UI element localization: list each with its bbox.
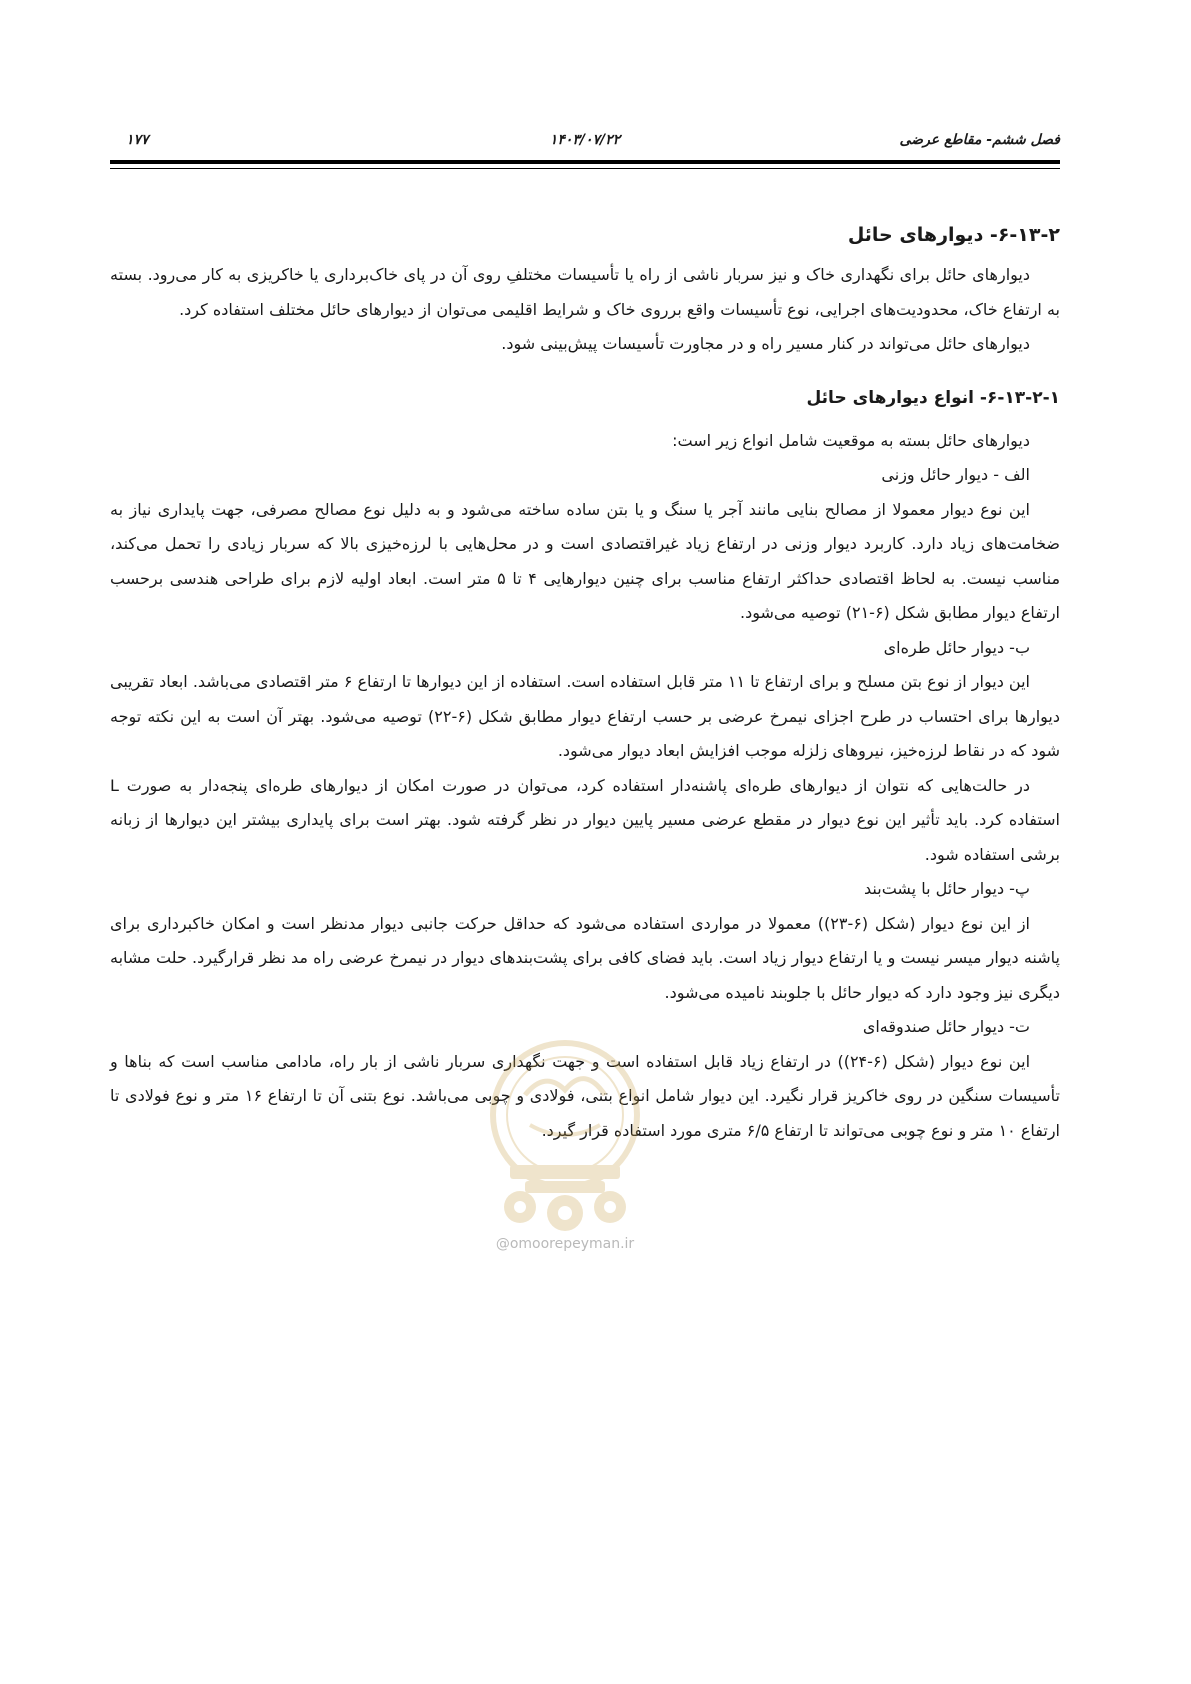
header-rule-thick bbox=[110, 160, 1060, 164]
item-label-cantilever-wall: ب- دیوار حائل طره‌ای bbox=[883, 637, 1030, 657]
item-paragraph-counterfort-wall: از این نوع دیوار (شکل (۶-۲۳)) معمولا در مواردی استفاده می‌شود که حداقل حرکت جانبی دیوار مدنظر است و امکان خاکبرداری برای پاشنه دیوار میسر نیست و یا ارتفاع دیوار زیاد است. باید فضای کافی برای پشت‌بندهای دیوار در نیمرخ عرضی راه مد نظر قرارگیرد. حلت مشابه دیگری نیز وجود دارد که دیوار حائل با جلوبند نامیده می‌شود. bbox=[110, 913, 1060, 1002]
page-header bbox=[110, 132, 1060, 152]
section-paragraph-1: دیوارهای حائل برای نگهداری خاک و نیز سربار ناشی از راه یا تأسیسات مختلفِ روی آن در پای خاک‌برداری یا خاکریزی به کار می‌رود. بسته به ارتفاع خاک، محدودیت‌های اجرایی، نوع تأسیسات واقع برروی خاک و شرایط اقلیمی می‌توان از دیوارهای حائل مختلف استفاده کرد. bbox=[110, 265, 1060, 319]
page-number: ۱۷۷ bbox=[126, 132, 149, 148]
subsection-intro: دیوارهای حائل بسته به موقعیت شامل انواع زیر است: bbox=[672, 430, 1030, 450]
item-paragraph-crib-wall: این نوع دیوار (شکل (۶-۲۴)) در ارتفاع زیاد قابل استفاده است و جهت نگهداری سربار ناشی از بار راه، مادامی مناسب است که بناها و تأسیسات سنگین در روی خاکریز قرار نگیرد. این دیوار شامل انواع بتنی، فولادی و چوبی می‌باشد. نوع بتنی آن تا ارتفاع ۱۶ متر و نوع فولادی تا ارتفاع ۱۰ متر و نوع چوبی می‌تواند تا ارتفاع ۶/۵ متری مورد استفاده قرار گیرد. bbox=[110, 1051, 1060, 1140]
item-paragraph-gravity-wall: این نوع دیوار معمولا از مصالح بنایی مانند آجر یا سنگ و یا بتن ساده ساخته می‌شود و به دلیل نوع مصالح مصرفی، جهت پایداری نیاز به ضخامت‌های زیاد دارد. کاربرد دیوار وزنی در ارتفاع زیاد غیراقتصادی است و در محل‌هایی با لرزه‌خیزی بالا که سربار زیادی را تحمل می‌کند، مناسب نیست. به لحاظ اقتصادی حداکثر ارتفاع مناسب برای چنین دیوارهایی ۴ تا ۵ متر است. ابعاد اولیه لازم برای طراحی هندسی برحسب ارتفاع دیوار مطابق شکل (۶-۲۱) توصیه می‌شود. bbox=[110, 499, 1061, 622]
header-rule-thin bbox=[110, 168, 1060, 169]
item-label-crib-wall: ت- دیوار حائل صندوقه‌ای bbox=[862, 1017, 1030, 1036]
chapter-title: فصل ششم- مقاطع عرضی bbox=[899, 132, 1060, 148]
subsection-heading: ۶-۱۳-۲-۱- انواع دیوارهای حائل bbox=[806, 387, 1060, 408]
section-heading: ۶-۱۳-۲- دیوارهای حائل bbox=[847, 224, 1060, 246]
item-label-gravity-wall: الف - دیوار حائل وزنی bbox=[881, 465, 1030, 484]
page-body bbox=[110, 216, 1060, 1148]
watermark-site: @omoorepeyman.ir bbox=[495, 1236, 635, 1252]
item-paragraph-cantilever-wall-1: این دیوار از نوع بتن مسلح و برای ارتفاع تا ۱۱ متر قابل استفاده است. استفاده از این دیوارها تا ارتفاع ۶ متر اقتصادی می‌باشد. ابعاد تقریبی دیوارها برای احتساب در طرح اجزای نیمرخ عرضی بر حسب ارتفاع دیوار مطابق شکل (۶-۲۲) توصیه می‌شود. بهتر آن است به این نکته توجه شود که در نقاط لرزه‌خیز، نیروهای زلزله موجب افزایش ابعاد دیوار می‌شود. bbox=[110, 672, 1061, 760]
item-paragraph-cantilever-wall-2: در حالت‌هایی که نتوان از دیوارهای طره‌ای پاشنه‌دار استفاده کرد، می‌توان در صورت امکان از دیوارهای طره‌ای پنجه‌دار به صورت L استفاده کرد. باید تأثیر این نوع دیوار در مقطع عرضی مسیر پایین دیوار در نظر گرفته شود. بهتر است برای پایداری بیشتر این دیوارها از زبانه برشی استفاده شود. bbox=[110, 775, 1060, 864]
header-date: ۱۴۰۳/۰۷/۲۲ bbox=[549, 132, 621, 148]
item-label-counterfort-wall: پ- دیوار حائل با پشت‌بند bbox=[864, 879, 1030, 898]
section-paragraph-2: دیوارهای حائل می‌تواند در کنار مسیر راه و در مجاورت تأسیسات پیش‌بینی شود. bbox=[501, 334, 1030, 353]
